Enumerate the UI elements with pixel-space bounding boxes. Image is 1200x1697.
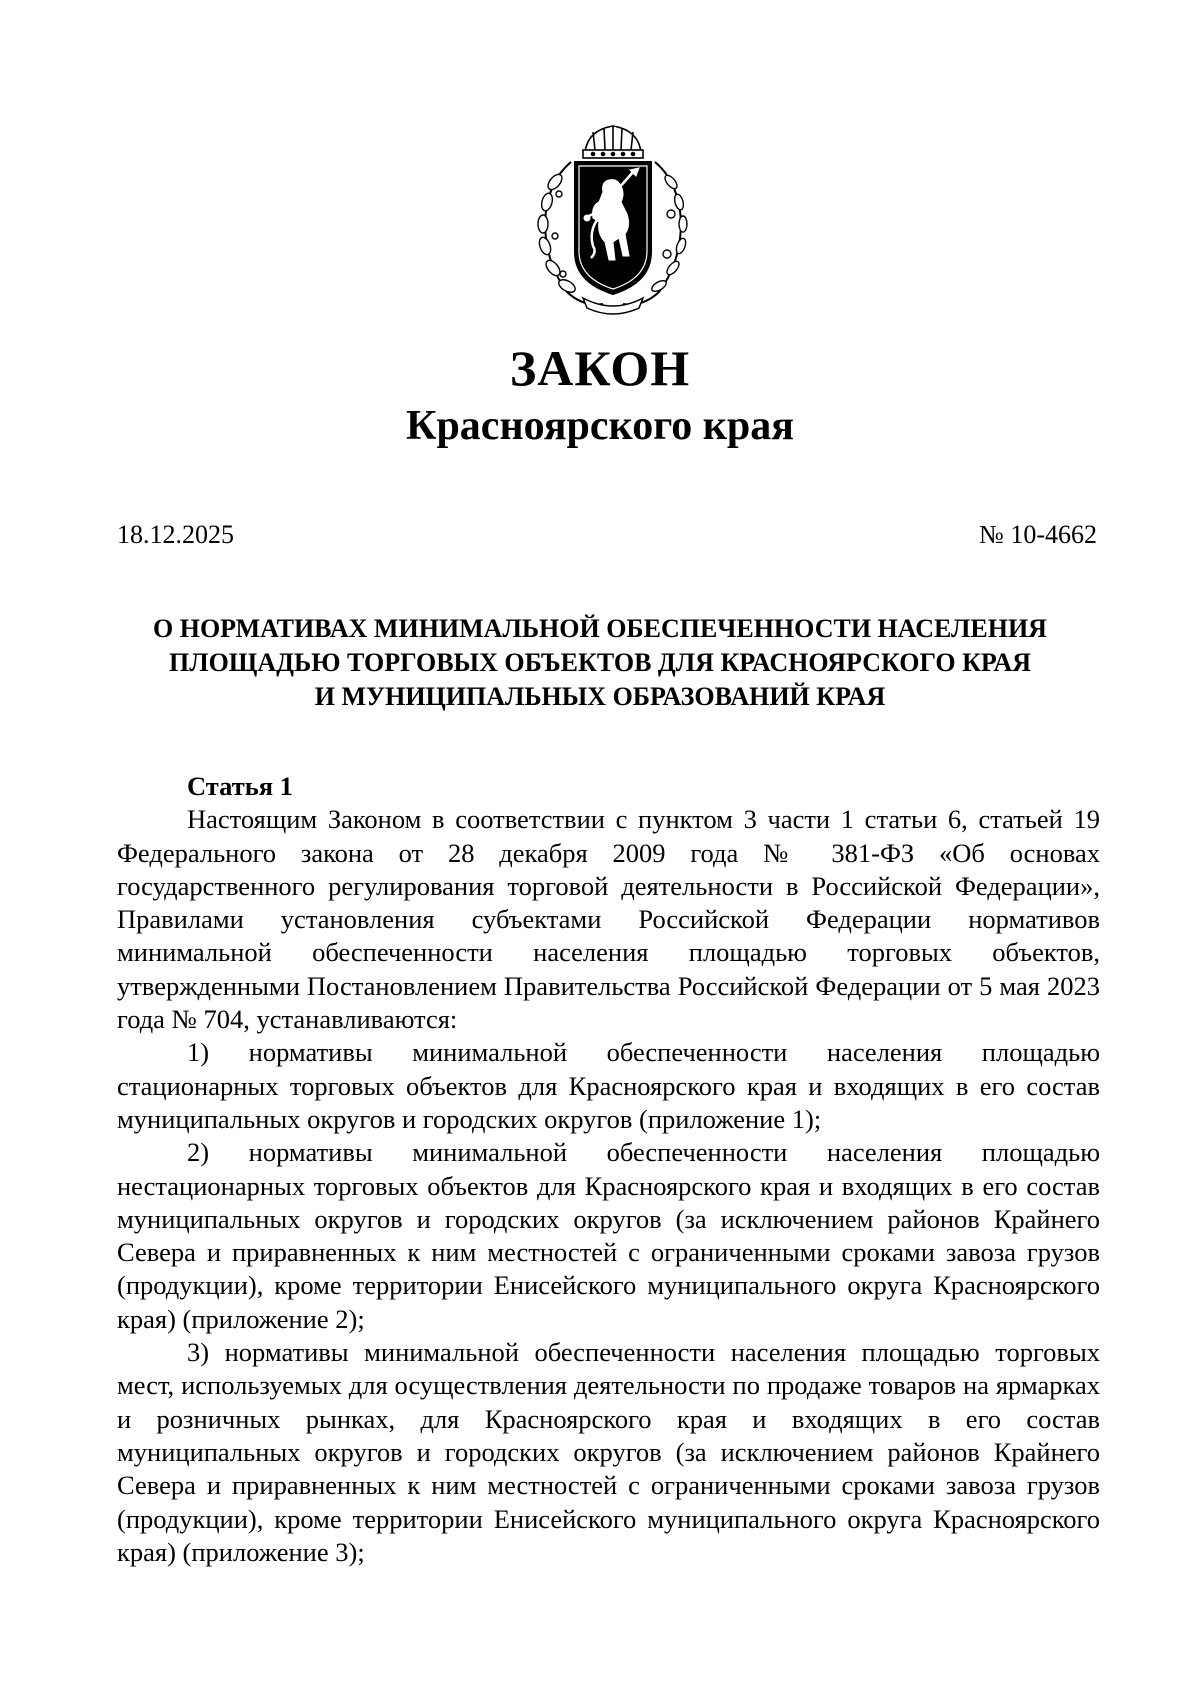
law-heading xyxy=(100,612,1100,714)
article-title: Статья 1 xyxy=(187,771,293,801)
paragraph-item-1: 1) нормативы минимальной обеспеченности населения площадью стационарных торговых объектов для Красноярского края и входящих в его состав муниципальных округов и городских округов (приложение 1); xyxy=(117,1037,1100,1134)
document-subtitle: Красноярского края xyxy=(405,403,795,449)
law-heading-line: ПЛОЩАДЬЮ ТОРГОВЫХ ОБЪЕКТОВ ДЛЯ КРАСНОЯРСКОГО КРАЯ xyxy=(168,648,1032,677)
paragraph-item-2: 2) нормативы минимальной обеспеченности населения площадью нестационарных торговых объектов для Красноярского края и входящих в его состав муниципальных округов и городских округов (за исключением районов Крайнего Севера и приравненных к ним местностей с ограниченными сроками завоза грузов (продукции), кроме территории Енисейского муниципального округа Красноярского края) (приложение 2); xyxy=(117,1137,1100,1334)
document-date: 18.12.2025 xyxy=(117,520,234,549)
coat-of-arms-emblem xyxy=(533,122,693,317)
document-body xyxy=(117,770,1100,1569)
law-heading-line: И МУНИЦИПАЛЬНЫХ ОБРАЗОВАНИЙ КРАЯ xyxy=(314,682,886,711)
document-title: ЗАКОН xyxy=(509,340,691,396)
ribbon-icon xyxy=(583,298,643,314)
document-number: № 10-4662 xyxy=(979,520,1097,549)
paragraph-item-3: 3) нормативы минимальной обеспеченности населения площадью торговых мест, используемых для осуществления деятельности по продаже товаров на ярмарках и розничных рынках, для Красноярского края и входящих в его состав муниципальных округов и городских округов (за исключением районов Крайнего Севера и приравненных к ним местностей с ограниченными сроками завоза грузов (продукции), кроме территории Енисейского муниципального округа Красноярского края) (приложение 3); xyxy=(117,1337,1100,1567)
crown-icon xyxy=(583,126,643,158)
law-heading-line: О НОРМАТИВАХ МИНИМАЛЬНОЙ ОБЕСПЕЧЕННОСТИ НАСЕЛЕНИЯ xyxy=(153,614,1047,643)
paragraph-intro: Настоящим Законом в соответствии с пунктом 3 части 1 статьи 6, статьей 19 Федерального закона от 28 декабря 2009 года № 381-ФЗ «Об основах государственного регулирования торговой деятельности в Российской Федерации», Правилами установления субъектами Российской Федерации нормативов минимальной обеспеченности населения площадью торговых объектов, утвержденными Постановлением Правительства Российской Федерации от 5 мая 2023 года № 704, устанавливаются: xyxy=(117,804,1100,1035)
